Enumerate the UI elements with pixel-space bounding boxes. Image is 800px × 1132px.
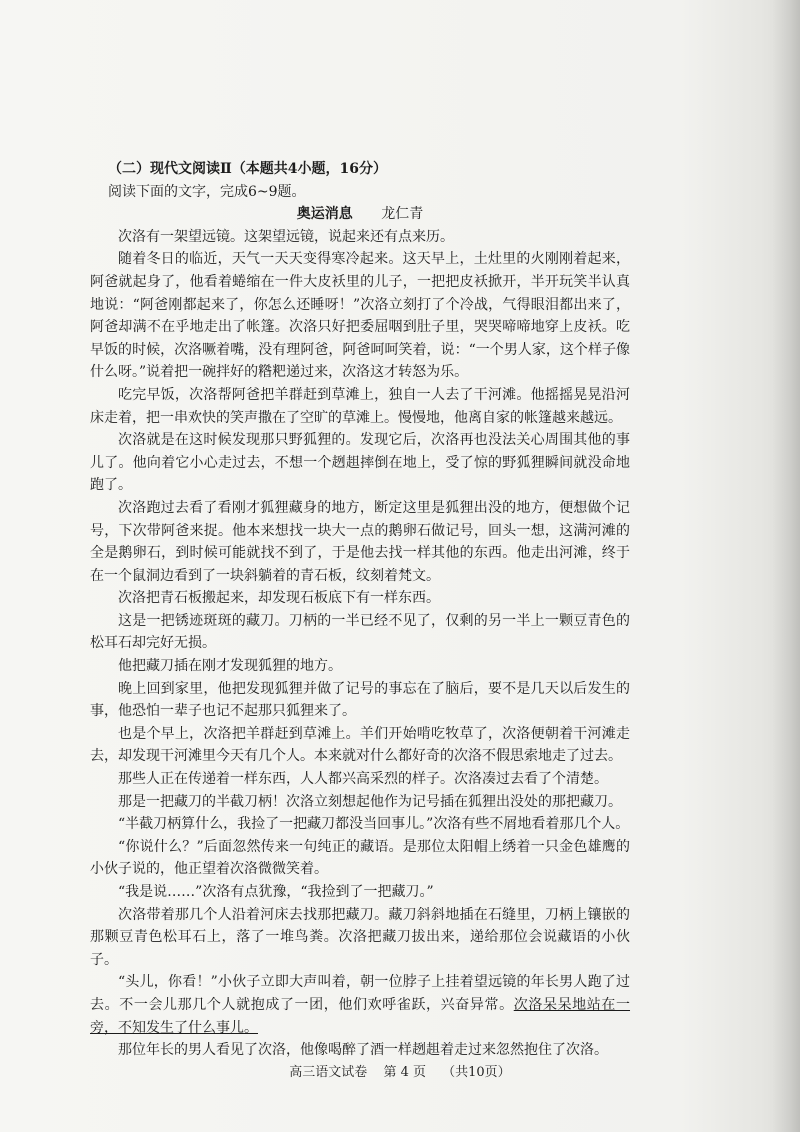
- paragraph-with-underline: [90, 971, 630, 1039]
- paragraph: 那位年长的男人看见了次洛，他像喝醉了酒一样趔趄着走过来忽然抱住了次洛。: [118, 1042, 608, 1059]
- paragraph: 次洛就是在这时候发现那只野狐狸的。发现它后，次洛再也没法关心周围其他的事儿了。他向着它小心走过去，不想一个趔趄摔倒在地上，受了惊的野狐狸瞬间就没命地跑了。: [90, 432, 630, 494]
- paragraph: 那些人正在传递着一样东西，人人都兴高采烈的样子。次洛凑过去看了个清楚。: [118, 771, 608, 788]
- page-edge-shadow: [772, 0, 800, 1132]
- paragraph: 那是一把藏刀的半截刀柄！次洛立刻想起他作为记号插在狐狸出没处的那把藏刀。: [118, 793, 622, 810]
- paragraph: 吃完早饭，次洛帮阿爸把羊群赶到草滩上，独自一人去了干河滩。他摇摇晃晃沿河床走着，把一串欢快的笑声撒在了空旷的草滩上。慢慢地，他离自家的帐篷越来越远。: [90, 386, 630, 426]
- paragraph: 次洛有一架望远镜。这架望远镜，说起来还有点来历。: [118, 228, 454, 245]
- article-author: 龙仁青: [381, 206, 424, 223]
- paragraph: 随着冬日的临近，天气一天天变得寒冷起来。这天早上，土灶里的火刚刚着起来，阿爸就起身了，他看着蜷缩在一件大皮袄里的儿子，一把把皮袄掀开，半开玩笑半认真地说：“阿爸刚都起来了，你怎么还睡呀！”次洛立刻打了个冷战，气得眼泪都出来了，阿爸却满不在乎地走出了帐篷。次洛只好把委屈咽到肚子里，哭哭啼啼地穿上皮袄。吃早饭的时候，次洛噘着嘴，没有理阿爸，阿爸呵呵笑着，说：“一个男人家，这个样子像什么呀。”说着把一碗拌好的糌粑递过来，次洛这才转怒为乐。: [90, 251, 630, 381]
- article-title-line: [90, 203, 630, 226]
- article-title: 奥运消息: [296, 206, 353, 223]
- paragraph: 这是一把锈迹斑斑的藏刀。刀柄的一半已经不见了，仅剩的另一半上一颗豆青色的松耳石却完好无损。: [90, 612, 630, 652]
- paragraph: “你说什么？”后面忽然传来一句纯正的藏语。是那位太阳帽上绣着一只金色雄鹰的小伙子说的，他正望着次洛微微笑着。: [90, 838, 630, 878]
- paragraph: 晚上回到家里，他把发现狐狸并做了记号的事忘在了脑后，要不是几天以后发生的事，他恐怕一辈子也记不起那只狐狸来了。: [90, 680, 630, 720]
- paragraph: 次洛把青石板搬起来，却发现石板底下有一样东西。: [118, 590, 440, 607]
- page-footer: [0, 1061, 800, 1080]
- footer-total-pages: （共10页）: [442, 1065, 511, 1080]
- footer-page-number: 第 4 页: [383, 1065, 426, 1080]
- paragraph-text: “头儿，你看！”小伙子立即大声叫着，朝一位脖子上挂着望远镜的年长男人跑了过去。不一会儿那几个人就抱成了一团，他们欢呼雀跃，兴奋异常。: [90, 974, 630, 1013]
- paragraph: 次洛跑过去看了看刚才狐狸藏身的地方，断定这里是狐狸出没的地方，便想做个记号，下次带阿爸来捉。他本来想找一块大一点的鹅卵石做记号，回头一想，这满河滩的全是鹅卵石，到时候可能就找不到了，于是他去找一样其他的东西。他走出河滩，终于在一个鼠洞边看到了一块斜躺着的青石板，纹刻着梵文。: [90, 499, 630, 584]
- paragraph: 他把藏刀插在刚才发现狐狸的地方。: [118, 658, 342, 675]
- paragraph: “我是说……”次洛有点犹豫，“我捡到了一把藏刀。”: [118, 884, 434, 900]
- underlined-sentence: 次洛呆呆地站在一旁，不知发生了什么事儿。: [90, 996, 631, 1036]
- reading-section: [90, 158, 630, 1062]
- section-instruction: 阅读下面的文字，完成6~9题。: [108, 183, 306, 200]
- paragraph: 次洛带着那几个人沿着河床去找那把藏刀。藏刀斜斜地插在石缝里，刀柄上镶嵌的那颗豆青色松耳石上，落了一堆鸟粪。次洛把藏刀拔出来，递给那位会说藏语的小伙子。: [90, 906, 630, 968]
- paragraph: “半截刀柄算什么，我捡了一把藏刀都没当回事儿。”次洛有些不屑地看着那几个人。: [118, 816, 630, 833]
- footer-subject: 高三语文试卷: [289, 1065, 368, 1080]
- paragraph: 也是个早上，次洛把羊群赶到草滩上。羊们开始啃吃牧草了，次洛便朝着干河滩走去，却发现干河滩里今天有几个人。本来就对什么都好奇的次洛不假思索地走了过去。: [90, 725, 630, 765]
- section-header: （二）现代文阅读Ⅱ（本题共4小题，16分）: [108, 161, 388, 177]
